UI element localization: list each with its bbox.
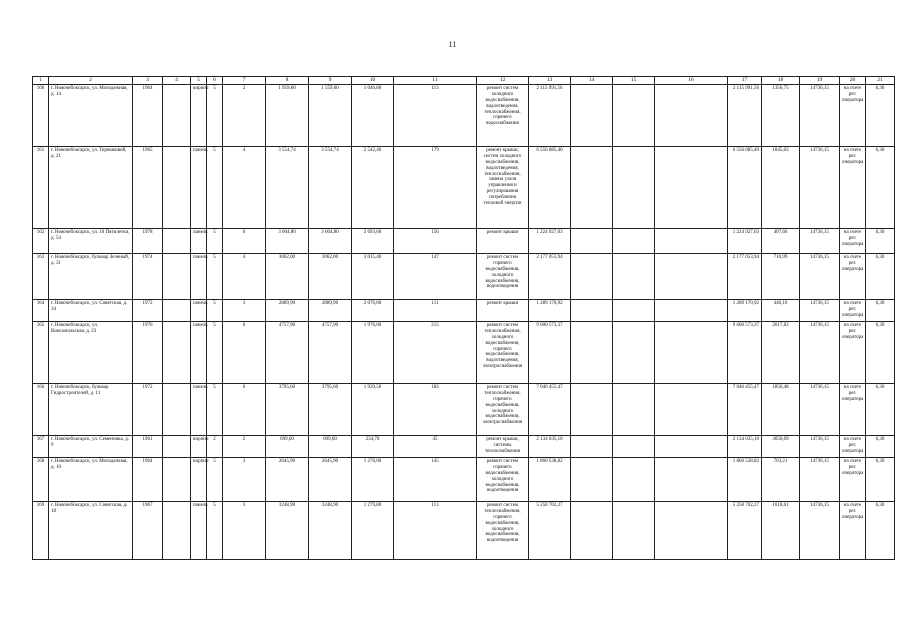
cell-unit-cost: 1618,61 [762, 502, 800, 560]
cell-unit-cost: 1845,03 [762, 147, 800, 229]
cell-residents: 215 [394, 322, 477, 384]
cell-entrances: 6 [223, 322, 266, 384]
column-number-9: 9 [309, 77, 352, 85]
table-row [33, 147, 895, 229]
cell-area-living: 2889,90 [309, 300, 352, 322]
cell-fund: на счете рег. оператора [840, 458, 866, 502]
column-number-16: 16 [655, 77, 728, 85]
cell-term: 6,30 [866, 458, 895, 502]
cell-area-res: 1 046,80 [352, 85, 394, 147]
cell-material: панель [191, 300, 207, 322]
cell-area-total: 2889,90 [266, 300, 309, 322]
cell-n: 161 [33, 147, 49, 229]
column-number-21: 21 [866, 77, 895, 85]
table-row [33, 384, 895, 436]
cell-address: г. Новочебоксарск, ул. Советская, д. 18 [49, 502, 133, 560]
cell-term: 6,30 [866, 147, 895, 229]
cell-max-cost: 14736,15 [800, 229, 840, 254]
cell-year: 1965 [133, 147, 163, 229]
cell-empty [163, 458, 191, 502]
cell-residents: 145 [394, 458, 477, 502]
cell-fund: на счете рег. оператора [840, 384, 866, 436]
cell-entrances: 3 [223, 458, 266, 502]
cell-fund: на счете рег. оператора [840, 229, 866, 254]
cell-fund: на счете рег. оператора [840, 254, 866, 300]
cell-material: панель [191, 322, 207, 384]
cell-residents: 182 [394, 384, 477, 436]
cell-term: 6,30 [866, 85, 895, 147]
cell-year: 1976 [133, 322, 163, 384]
cell-material: кирпич [191, 436, 207, 458]
cell-address: г. Новочебоксарск, ул. Семенчика, д. 9 [49, 436, 133, 458]
cell-cost: 1 224 927,03 [529, 229, 571, 254]
column-number-20: 20 [840, 77, 866, 85]
cell-c15 [613, 322, 655, 384]
cell-unit-cost: 1856,48 [762, 384, 800, 436]
cell-fund: на счете рег. оператора [840, 147, 866, 229]
cell-area-living: 3795,60 [309, 384, 352, 436]
cell-entrances: 4 [223, 254, 266, 300]
cell-year: 1974 [133, 254, 163, 300]
cell-cost-total: 2 177 053,94 [728, 254, 762, 300]
cell-empty [163, 147, 191, 229]
cell-cost: 1 289 170,92 [529, 300, 571, 322]
cell-area-res: 1 939,50 [352, 384, 394, 436]
cell-term: 6,30 [866, 229, 895, 254]
cell-material: панель [191, 502, 207, 560]
column-number-4: 4 [163, 77, 191, 85]
cell-term: 6,30 [866, 254, 895, 300]
cell-year: 1964 [133, 458, 163, 502]
cell-empty [163, 300, 191, 322]
column-number-15: 15 [613, 77, 655, 85]
cell-area-living: 699,60 [309, 436, 352, 458]
cell-cost: 6 556 085,40 [529, 147, 571, 229]
column-number-8: 8 [266, 77, 309, 85]
cell-c15 [613, 85, 655, 147]
cell-n: 165 [33, 322, 49, 384]
cell-residents: 179 [394, 147, 477, 229]
cell-c15 [613, 384, 655, 436]
cell-area-total: 3062,00 [266, 254, 309, 300]
table-row [33, 322, 895, 384]
cell-c15 [613, 147, 655, 229]
cell-work: ремонт систем холодного водоснабжения, водоотведения, теплоснабжения, горячего водоснабжения [477, 85, 529, 147]
cell-material: кирпич [191, 458, 207, 502]
cell-unit-cost: 1356,75 [762, 85, 800, 147]
cell-unit-cost: 3050,09 [762, 436, 800, 458]
cell-area-total: 3795,60 [266, 384, 309, 436]
cell-empty [163, 322, 191, 384]
cell-entrances: 6 [223, 384, 266, 436]
cell-floors: 5 [207, 85, 223, 147]
cell-unit-cost: 710,99 [762, 254, 800, 300]
cell-empty [163, 436, 191, 458]
cell-residents: 45 [394, 436, 477, 458]
cell-c14 [571, 322, 613, 384]
cell-term: 6,30 [866, 322, 895, 384]
cell-c14 [571, 384, 613, 436]
cell-max-cost: 14736,15 [800, 322, 840, 384]
cell-c14 [571, 254, 613, 300]
cell-term: 6,30 [866, 502, 895, 560]
cell-work: ремонт систем горячего водоснабжения, холодного водоснабжения, водоотведения [477, 254, 529, 300]
column-number-19: 19 [800, 77, 840, 85]
cell-max-cost: 14736,15 [800, 436, 840, 458]
cell-material: кирпич [191, 85, 207, 147]
cell-n: 167 [33, 436, 49, 458]
cell-cost-total: 1 224 927,03 [728, 229, 762, 254]
cell-fund: на счете рег. оператора [840, 436, 866, 458]
cell-empty [163, 502, 191, 560]
cell-area-living: 3 554,74 [309, 147, 352, 229]
cell-residents: 147 [394, 254, 477, 300]
column-number-7: 7 [223, 77, 266, 85]
cell-area-res: 234,70 [352, 436, 394, 458]
cell-fund: на счете рег. оператора [840, 85, 866, 147]
cell-entrances: 3 [223, 502, 266, 560]
column-number-11: 11 [394, 77, 477, 85]
cell-empty [163, 384, 191, 436]
cell-empty [163, 229, 191, 254]
cell-area-total: 3 554,74 [266, 147, 309, 229]
cell-address: г. Новочебоксарск, бульвар Зеленый, д. 31 [49, 254, 133, 300]
cell-floors: 5 [207, 229, 223, 254]
cell-area-living: 1 559,60 [309, 85, 352, 147]
cell-year: 1967 [133, 502, 163, 560]
cell-term: 6,30 [866, 300, 895, 322]
cell-address: г. Новочебоксарск, бульвар Гидростроителей, д. 11 [49, 384, 133, 436]
cell-term: 6,30 [866, 436, 895, 458]
column-number-6: 6 [207, 77, 223, 85]
table-row [33, 254, 895, 300]
cell-residents: 156 [394, 229, 477, 254]
cell-cost-total: 1 860 538,82 [728, 458, 762, 502]
cell-max-cost: 14736,15 [800, 85, 840, 147]
cell-area-res: 1 276,00 [352, 458, 394, 502]
cell-c14 [571, 458, 613, 502]
cell-residents: 113 [394, 85, 477, 147]
cell-area-living: 3 004,80 [309, 229, 352, 254]
cell-max-cost: 14736,15 [800, 502, 840, 560]
cell-material: панель [191, 147, 207, 229]
cell-cost-total: 2 115 991,56 [728, 85, 762, 147]
column-number-3: 3 [133, 77, 163, 85]
cell-fund: на счете рег. оператора [840, 502, 866, 560]
cell-cost-total: 1 289 170,92 [728, 300, 762, 322]
cell-unit-cost: 407,66 [762, 229, 800, 254]
column-number-14: 14 [571, 77, 613, 85]
cell-cost-total: 6 556 085,40 [728, 147, 762, 229]
cell-n: 166 [33, 384, 49, 436]
column-number-1: 1 [33, 77, 49, 85]
cell-entrances: 2 [223, 85, 266, 147]
cell-c15 [613, 254, 655, 300]
cell-empty [163, 85, 191, 147]
cell-c15 [613, 502, 655, 560]
cell-c14 [571, 85, 613, 147]
column-number-row [33, 77, 895, 85]
cell-year: 1961 [133, 436, 163, 458]
cell-area-res: 2 693,60 [352, 229, 394, 254]
cell-unit-cost: 703,21 [762, 458, 800, 502]
cell-max-cost: 14736,15 [800, 147, 840, 229]
cell-c16 [655, 436, 728, 458]
cell-cost: 2 134 035,10 [529, 436, 571, 458]
cell-area-res: 2 076,60 [352, 300, 394, 322]
cell-max-cost: 14736,15 [800, 384, 840, 436]
cell-work: ремонт систем теплоснабжения, горячего водоснабжения, холодного водоснабжения, водоотведения [477, 502, 529, 560]
cell-floors: 5 [207, 458, 223, 502]
column-number-13: 13 [529, 77, 571, 85]
cell-area-total: 4757,90 [266, 322, 309, 384]
page-number: 11 [448, 40, 457, 49]
cell-c16 [655, 300, 728, 322]
table-row [33, 300, 895, 322]
cell-max-cost: 14736,15 [800, 254, 840, 300]
cell-floors: 5 [207, 322, 223, 384]
cell-n: 164 [33, 300, 49, 322]
cell-c15 [613, 436, 655, 458]
cell-c14 [571, 502, 613, 560]
cell-year: 1972 [133, 300, 163, 322]
cell-area-total: 3 004,80 [266, 229, 309, 254]
cell-cost-total: 7 046 455,47 [728, 384, 762, 436]
cell-material: панель [191, 384, 207, 436]
cell-c16 [655, 322, 728, 384]
table-row [33, 85, 895, 147]
cell-c16 [655, 458, 728, 502]
cell-work: ремонт крыши [477, 229, 529, 254]
cell-max-cost: 14736,15 [800, 300, 840, 322]
column-number-17: 17 [728, 77, 762, 85]
cell-c15 [613, 458, 655, 502]
cell-c14 [571, 300, 613, 322]
cell-c16 [655, 384, 728, 436]
cell-address: г. Новочебоксарск, ул. Терешковой, д. 21 [49, 147, 133, 229]
cell-area-res: 1 279,80 [352, 502, 394, 560]
table-row [33, 436, 895, 458]
cell-c14 [571, 229, 613, 254]
cell-year: 1972 [133, 384, 163, 436]
cell-address: г. Новочебоксарск, ул. Молодежная, д. 14 [49, 85, 133, 147]
cell-unit-cost: 2017,82 [762, 322, 800, 384]
cell-address: г. Новочебоксарск, ул. Советская, д. 34 [49, 300, 133, 322]
cell-residents: 113 [394, 502, 477, 560]
column-number-12: 12 [477, 77, 529, 85]
cell-cost: 2 115 991,56 [529, 85, 571, 147]
cell-term: 6,30 [866, 384, 895, 436]
cell-address: г. Новочебоксарск, ул. Комсомольская, д. 23 [49, 322, 133, 384]
cell-c16 [655, 85, 728, 147]
cell-n: 162 [33, 229, 49, 254]
cell-residents: 111 [394, 300, 477, 322]
cell-work: ремонт крыши [477, 300, 529, 322]
cell-c16 [655, 502, 728, 560]
cell-work: ремонт систем горячего водоснабжения, холодного водоснабжения, водоотведения [477, 458, 529, 502]
cell-year: 1964 [133, 85, 163, 147]
cell-n: 160 [33, 85, 49, 147]
cell-area-total: 699,60 [266, 436, 309, 458]
cell-floors: 5 [207, 254, 223, 300]
cell-work: ремонт систем теплоснабжения, холодного водоснабжения, горячего водоснабжения, водоотведения, электроснабжения [477, 322, 529, 384]
cell-work: ремонт крыши, систем холодного водоснабжения, водоотведения, теплоснабжения, замена узлов управления и регулирования потребления тепловой энергии [477, 147, 529, 229]
cell-cost-total: 9 600 573,37 [728, 322, 762, 384]
cell-cost-total: 2 134 035,10 [728, 436, 762, 458]
table-row [33, 229, 895, 254]
cell-unit-cost: 446,10 [762, 300, 800, 322]
table-body [33, 77, 895, 560]
cell-max-cost: 14736,15 [800, 458, 840, 502]
table-row [33, 502, 895, 560]
cell-fund: на счете рег. оператора [840, 322, 866, 384]
cell-floors: 5 [207, 147, 223, 229]
cell-material: панель [191, 254, 207, 300]
cell-cost-total: 5 258 702,27 [728, 502, 762, 560]
cell-n: 163 [33, 254, 49, 300]
cell-n: 168 [33, 458, 49, 502]
cell-area-total: 1 959,60 [266, 85, 309, 147]
cell-empty [163, 254, 191, 300]
cell-cost: 1 860 538,82 [529, 458, 571, 502]
cell-address: г. Новочебоксарск, ул. Молодежная, д. 10 [49, 458, 133, 502]
cell-entrances: 3 [223, 300, 266, 322]
cell-area-res: 3 015,40 [352, 254, 394, 300]
cell-floors: 5 [207, 502, 223, 560]
cell-cost: 2 177 053,94 [529, 254, 571, 300]
cell-area-living: 3062,00 [309, 254, 352, 300]
cell-c16 [655, 254, 728, 300]
cell-cost: 7 046 455,47 [529, 384, 571, 436]
column-number-5: 5 [191, 77, 207, 85]
cell-floors: 5 [207, 384, 223, 436]
cell-work: ремонт систем теплоснабжения, горячего водоснабжения, холодного водоснабжения, электроснабжения [477, 384, 529, 436]
table-row [33, 458, 895, 502]
cell-floors: 2 [207, 436, 223, 458]
cell-entrances: 6 [223, 229, 266, 254]
cell-c14 [571, 147, 613, 229]
cell-c15 [613, 300, 655, 322]
cell-n: 169 [33, 502, 49, 560]
cell-c15 [613, 229, 655, 254]
cell-area-living: 3248,90 [309, 502, 352, 560]
cell-area-total: 3248,90 [266, 502, 309, 560]
cell-floors: 5 [207, 300, 223, 322]
cell-c16 [655, 147, 728, 229]
cell-work: ремонт крыши, системы теплоснабжения [477, 436, 529, 458]
cell-entrances: 4 [223, 147, 266, 229]
cell-fund: на счете рег. оператора [840, 300, 866, 322]
cell-area-res: 2 542,40 [352, 147, 394, 229]
cell-area-living: 4757,90 [309, 322, 352, 384]
cell-area-total: 2645,90 [266, 458, 309, 502]
cell-material: панель [191, 229, 207, 254]
cell-area-res: 1 976,00 [352, 322, 394, 384]
cell-c16 [655, 229, 728, 254]
cell-entrances: 2 [223, 436, 266, 458]
cell-year: 1978 [133, 229, 163, 254]
cell-c14 [571, 436, 613, 458]
cell-area-living: 2645,90 [309, 458, 352, 502]
column-number-18: 18 [762, 77, 800, 85]
column-number-2: 2 [49, 77, 133, 85]
capital-repair-table [32, 76, 895, 560]
column-number-10: 10 [352, 77, 394, 85]
cell-address: г. Новочебоксарск, ул. 10 Пятилетки, д. 54 [49, 229, 133, 254]
cell-cost: 9 600 573,37 [529, 322, 571, 384]
cell-cost: 5 258 702,27 [529, 502, 571, 560]
